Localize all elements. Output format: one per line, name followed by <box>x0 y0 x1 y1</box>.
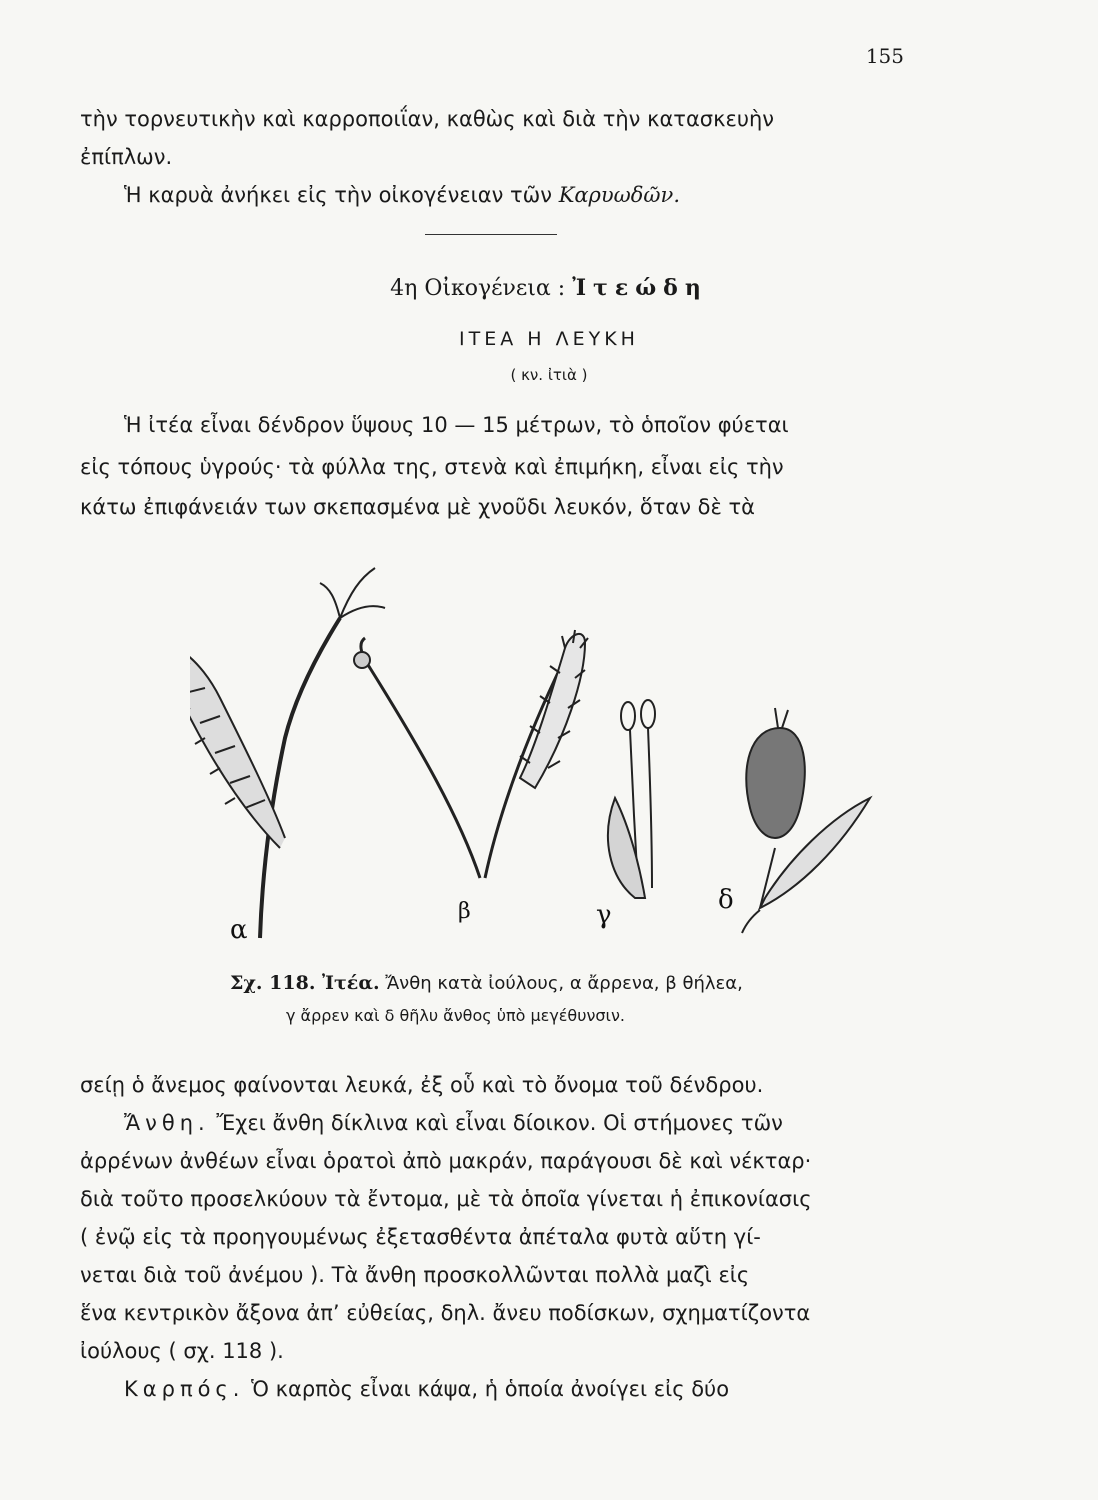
section-term: Ἄνθη. <box>124 1111 210 1135</box>
text-line: κάτω ἐπιφάνειάν των σκεπασμένα μὲ χνοῦδι λευκόν, ὅταν δὲ τὰ <box>80 495 755 519</box>
text-line: σείῃ ὁ ἄνεμος φαίνονται λευκά, ἐξ οὗ καὶ τὸ ὄνομα τοῦ δένδρου. <box>80 1073 764 1097</box>
flower-delta-drawing <box>742 708 870 933</box>
section-divider <box>425 234 557 235</box>
text-line: ( ἐνῷ εἰς τὰ προηγουμένως ἐξετασθέντα ἀπέταλα φυτὰ αὕτη γί- <box>80 1225 761 1249</box>
text-line: ἕνα κεντρικὸν ἄξονα ἀπ’ εὐθείας, δηλ. ἄνευ ποδίσκων, σχηματίζοντα <box>80 1301 811 1325</box>
family-name-italic: Καρυωδῶν. <box>558 183 681 207</box>
text-fragment: Ἡ καρυὰ ἀνήκει εἰς τὴν οἰκογένειαν τῶν <box>124 183 559 207</box>
family-name: Ἰτεώδη <box>572 275 708 301</box>
text-line: ἐπίπλων. <box>80 145 173 169</box>
text-line <box>80 180 974 210</box>
section-term: Καρπός. <box>124 1377 245 1401</box>
text-line <box>80 1374 974 1404</box>
label-beta: β <box>458 899 471 924</box>
label-gamma: γ <box>596 900 612 930</box>
page-number: 155 <box>865 44 904 68</box>
catkin-beta-drawing <box>354 630 588 878</box>
figure-caption-line2: γ ἄρρεν καὶ δ θῆλυ ἄνθος ὑπὸ μεγέθυνσιν. <box>286 1006 625 1025</box>
label-delta: δ <box>718 885 734 915</box>
text-line: ἰούλους ( σχ. 118 ). <box>80 1339 284 1363</box>
text-fragment: Ὁ καρπὸς εἶναι κάψα, ἡ ὁποία ἀνοίγει εἰς δύο <box>244 1377 730 1401</box>
flower-gamma-drawing <box>608 700 655 898</box>
figure-caption-line1 <box>230 972 743 994</box>
text-line: Ἡ ἰτέα εἶναι δένδρον ὕψους 10 — 15 μέτρων, τὸ ὁποῖον φύεται <box>124 413 789 437</box>
catkin-alpha-drawing <box>190 568 385 938</box>
text-line: διὰ τοῦτο προσελκύουν τὰ ἔντομα, μὲ τὰ ὁποῖα γίνεται ἡ ἐπικονίασις <box>80 1187 812 1211</box>
text-line <box>80 1108 974 1138</box>
figure-caption-text: Ἄνθη κατὰ ἰούλους, α ἄρρενα, β θήλεα, <box>385 973 743 994</box>
figure-caption-label: Σχ. 118. Ἰτέα. <box>230 972 380 994</box>
species-heading: ΙΤΕΑ Η ΛΕΥΚΗ <box>459 328 639 350</box>
text-fragment: Ἔχει ἄνθη δίκλινα καὶ εἶναι δίοικον. Οἱ στήμονες τῶν <box>209 1111 783 1135</box>
text-line: τὴν τορνευτικὴν καὶ καρροποιΐαν, καθὼς καὶ διὰ τὴν κατασκευὴν <box>80 107 775 131</box>
family-prefix: 4η Οἰκογένεια : <box>390 276 573 301</box>
text-line: εἰς τόπους ὑγρούς· τὰ φύλλα της, στενὰ καὶ ἐπιμήκη, εἶναι εἰς τὴν <box>80 455 784 479</box>
common-name: ( κν. ἰτιὰ ) <box>510 366 588 384</box>
text-line: νεται διὰ τοῦ ἀνέμου ). Τὰ ἄνθη προσκολλῶνται πολλὰ μαζὶ εἰς <box>80 1263 750 1287</box>
text-line: ἀρρένων ἀνθέων εἶναι ὁρατοὶ ἀπὸ μακράν, παράγουσι δὲ καὶ νέκταρ· <box>80 1149 812 1173</box>
label-alpha: α <box>230 915 248 945</box>
willow-flowers-illustration <box>190 548 890 968</box>
family-heading <box>0 275 1098 301</box>
